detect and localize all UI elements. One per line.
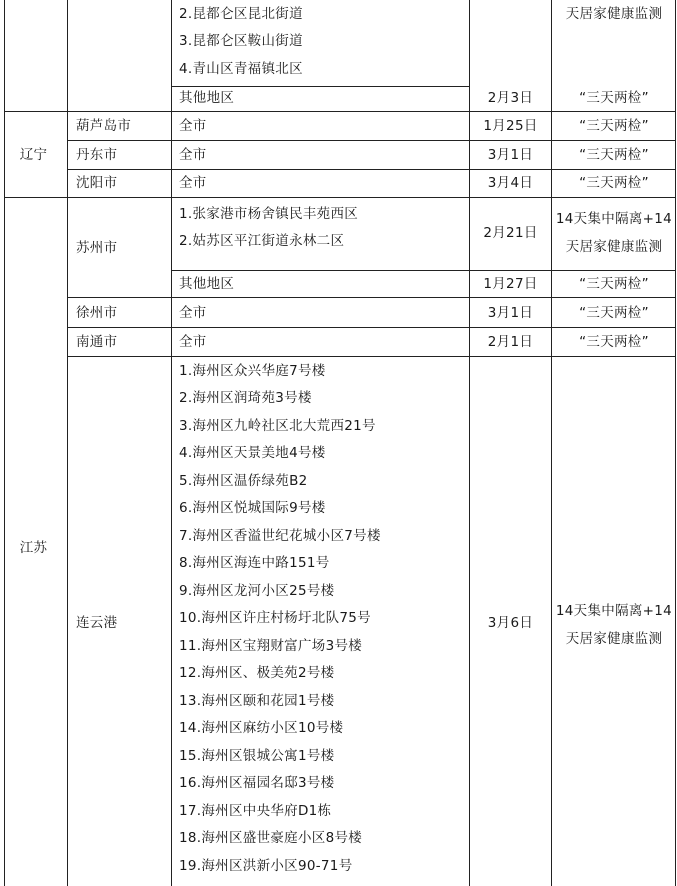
date-cell: 3月1日 [487,305,534,321]
area-item: 1.海州区众兴华庭7号楼 [179,363,326,379]
area-item: 16.海州区福园名邸3号楼 [179,775,335,791]
date-cell: 1月27日 [483,276,538,292]
date-cell: 2月3日 [487,90,534,106]
date-cell: 3月1日 [487,147,534,163]
area-cell: 其他地区 [179,276,235,292]
province-cell-liaoning: 辽宁 [19,147,48,163]
area-item: 3.海州区九岭社区北大荒西21号 [179,418,376,434]
city-cell: 连云港 [76,615,118,631]
area-item: 17.海州区中央华府D1栋 [179,803,332,819]
rule-suzhou-bottom [67,297,676,298]
measure-cell: “三天两检” [579,305,649,321]
area-item: 12.海州区、极美苑2号楼 [179,665,335,681]
city-cell: 南通市 [76,334,118,350]
area-item: 4.青山区青福镇北区 [179,61,303,77]
area-item: 14.海州区麻纺小区10号楼 [179,720,344,736]
city-cell: 苏州市 [76,240,118,256]
rule-jiangsu-top [4,197,676,198]
city-cell: 徐州市 [76,305,118,321]
city-cell: 丹东市 [76,147,118,163]
divider-city-area [171,0,172,886]
area-item: 8.海州区海连中路151号 [179,555,330,571]
measure-line: 14天集中隔离+14 [555,603,673,619]
measure-cell: “三天两检” [579,147,649,163]
measure-cell: “三天两检” [579,175,649,191]
area-cell: 全市 [179,118,207,134]
area-item: 4.海州区天景美地4号楼 [179,445,326,461]
rule-nantong-bottom [67,356,676,357]
date-cell: 3月4日 [487,175,534,191]
rule-huludao-bottom [67,140,676,141]
area-cell: 全市 [179,147,207,163]
measure-cell: “三天两检” [579,276,649,292]
measure-line: 14天集中隔离+14 [555,211,673,227]
area-item: 2.昆都仑区昆北街道 [179,6,303,22]
area-item: 19.海州区洪新小区90-71号 [179,858,353,874]
divider-province-city [67,0,68,886]
area-item: 1.张家港市杨舍镇民丰苑西区 [179,206,359,222]
rule-xuzhou-bottom [67,327,676,328]
date-cell: 3月6日 [487,615,534,631]
rule-cont-sub [171,86,469,87]
measure-cell: “三天两检” [579,334,649,350]
measure-cell: “三天两检” [579,90,649,106]
measure-cell: 天居家健康监测 [565,6,663,22]
date-cell: 1月25日 [483,118,538,134]
rule-liaoning-top [4,111,676,112]
area-item: 6.海州区悦城国际9号楼 [179,500,326,516]
date-cell: 2月1日 [487,334,534,350]
area-item: 7.海州区香溢世纪花城小区7号楼 [179,528,381,544]
divider-date-measure [551,0,552,886]
area-item: 11.海州区宝翔财富广场3号楼 [179,638,363,654]
province-cell-jiangsu: 江苏 [19,540,48,556]
area-item: 13.海州区颐和花园1号楼 [179,693,335,709]
area-item: 15.海州区银城公寓1号楼 [179,748,335,764]
rule-suzhou-sub [171,270,676,271]
city-cell: 沈阳市 [76,175,118,191]
area-item: 2.海州区润琦苑3号楼 [179,390,312,406]
area-cell: 其他地区 [179,90,235,106]
area-item: 3.昆都仑区鞍山街道 [179,33,303,49]
area-item: 18.海州区盛世豪庭小区8号楼 [179,830,363,846]
area-item: 5.海州区温侨绿苑B2 [179,473,308,489]
rule-dandong-bottom [67,169,676,170]
border-left [4,0,5,886]
area-cell: 全市 [179,334,207,350]
city-cell: 葫芦岛市 [76,118,132,134]
area-cell: 全市 [179,305,207,321]
border-right [675,0,676,886]
measure-line: 天居家健康监测 [565,631,663,647]
area-item: 9.海州区龙河小区25号楼 [179,583,335,599]
area-cell: 全市 [179,175,207,191]
area-item: 10.海州区许庄村杨圩北队75号 [179,610,371,626]
date-cell: 2月21日 [483,225,538,241]
area-item: 2.姑苏区平江街道永林二区 [179,233,345,249]
measure-line: 天居家健康监测 [565,239,663,255]
measure-cell: “三天两检” [579,118,649,134]
